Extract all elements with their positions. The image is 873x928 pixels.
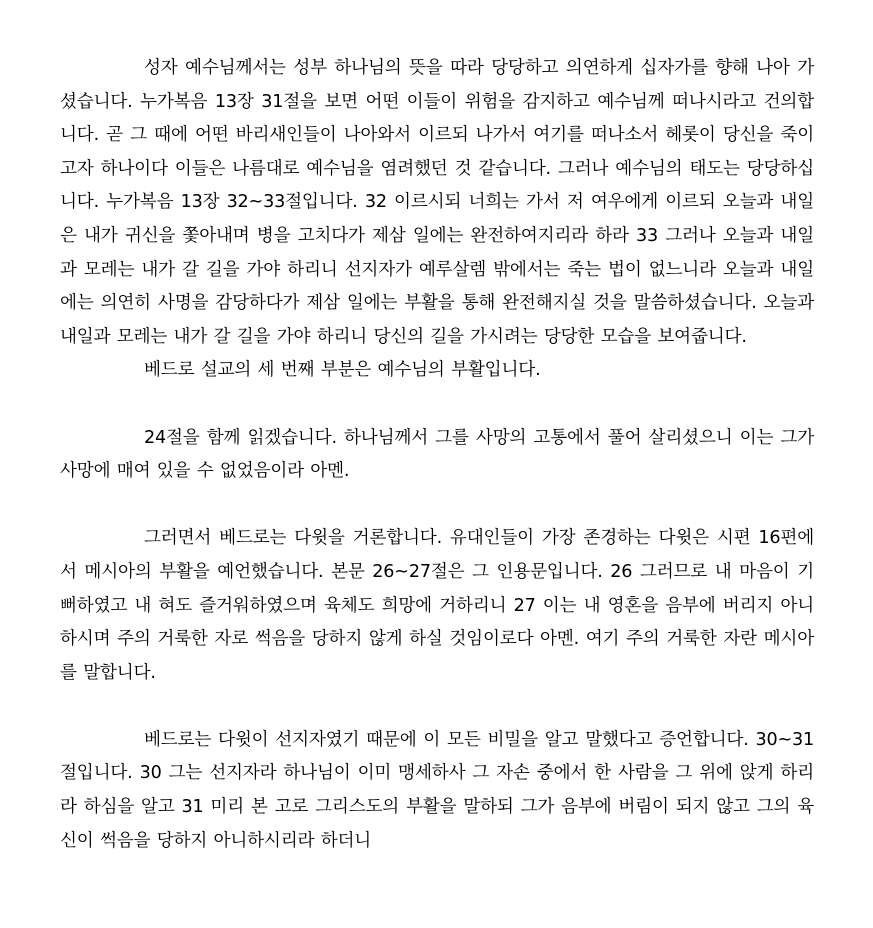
paragraph-david-prophet: 베드로는 다윗이 선지자였기 때문에 이 모든 비밀을 알고 말했다고 증언합니다. 30~31절입니다. 30 그는 선지자라 하나님이 이미 맹세하사 그 자손 중에서 한 사람을 그 위에 앉게 하리라 하심을 알고 31 미리 본 고로 그리스도의 부활을 말하되 그가 음부에 버림이 되지 않고 그의 육신이 썩음을 당하지 아니하시리라 하더니 (60, 729, 814, 851)
paragraph-spacer (60, 388, 814, 422)
paragraph-david-psalm: 그러면서 베드로는 다윗을 거론합니다. 유대인들이 가장 존경하는 다윗은 시편 16편에서 메시아의 부활을 예언했습니다. 본문 26~27절은 그 인용문입니다. 26 그러므로 내 마음이 기뻐하였고 내 혀도 즐거워하였으며 육체도 희망에 거하리니 27 이는 내 영혼을 음부에 버리지 아니하시며 주의 거룩한 자로 썩음을 당하지 않게 하실 것임이로다 아멘. 여기 주의 거룩한 자란 메시아를 말합니다. (60, 528, 814, 683)
paragraph-verse-24: 24절을 함께 읽겠습니다. 하나님께서 그를 사망의 고통에서 풀어 살리셨으니 이는 그가 사망에 매여 있을 수 없었음이라 아멘. (60, 427, 814, 482)
paragraph-resurrection-intro: 베드로 설교의 세 번째 부분은 예수님의 부활입니다. (144, 360, 541, 381)
paragraph-spacer (60, 489, 814, 523)
paragraph-spacer (60, 690, 814, 724)
document-body (60, 52, 814, 858)
paragraph-jesus-path: 성자 예수님께서는 성부 하나님의 뜻을 따라 당당하고 의연하게 십자가를 향해 나아 가셨습니다. 누가복음 13장 31절을 보면 어떤 이들이 위험을 감지하고 예수님께 떠나시라고 건의합니다. 곧 그 때에 어떤 바리새인들이 나아와서 이르되 나가서 여기를 떠나소서 헤롯이 당신을 죽이고자 하나이다 이들은 나름대로 예수님을 염려했던 것 같습니다. 그러나 예수님의 태도는 당당하십니다. 누가복음 13장 32~33절입니다. 32 이르시되 너희는 가서 저 여우에게 이르되 오늘과 내일은 내가 귀신을 쫓아내며 병을 고치다가 제삼 일에는 완전하여지리라 하라 33 그러나 오늘과 내일과 모레는 내가 갈 길을 가야 하리니 선지자가 예루살렘 밖에서는 죽는 법이 없느니라 오늘과 내일에는 의연히 사명을 감당하다가 제삼 일에는 부활을 통해 완전해지실 것을 말씀하셨습니다. 오늘과 내일과 모레는 내가 갈 길을 가야 하리니 당신의 길을 가시려는 당당한 모습을 보여줍니다. (60, 58, 814, 347)
